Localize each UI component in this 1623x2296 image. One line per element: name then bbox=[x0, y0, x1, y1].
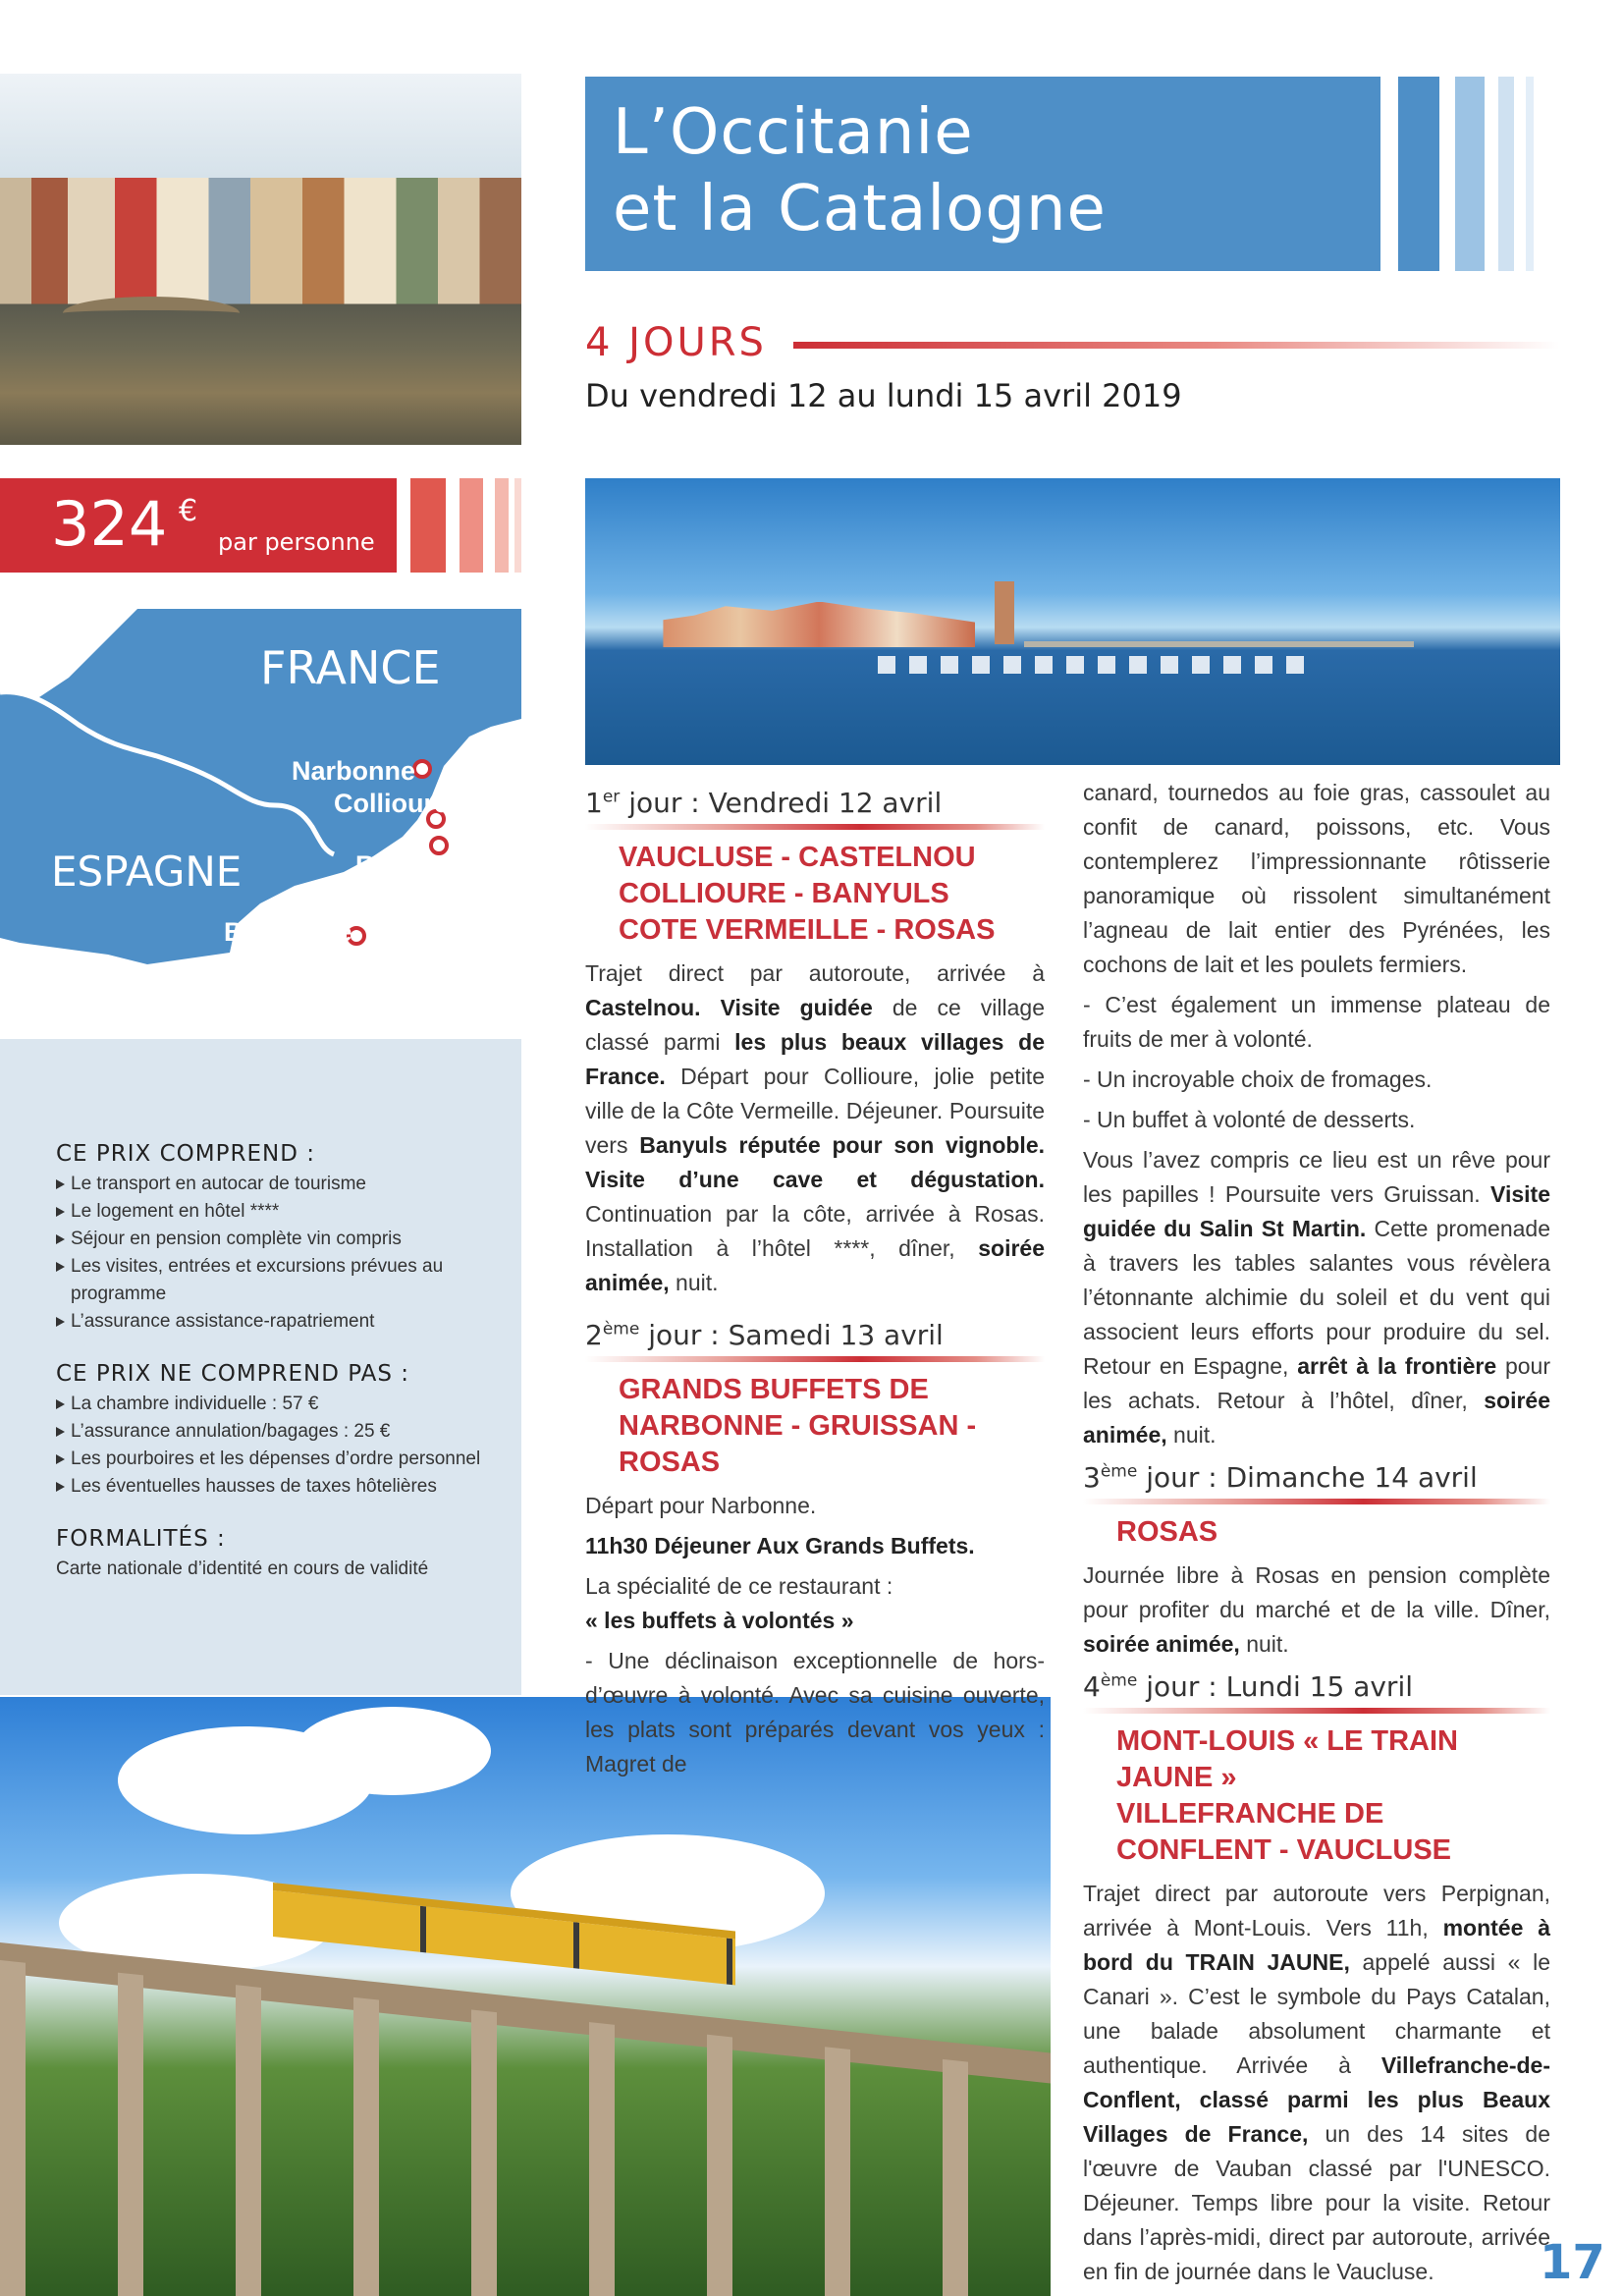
map-label-france: FRANCE bbox=[260, 641, 441, 694]
list-item: L’assurance assistance-rapatriement bbox=[56, 1308, 517, 1336]
list-item: Les visites, entrées et excursions prévues au programme bbox=[56, 1253, 517, 1308]
day-2-text-6: - Un incroyable choix de fromages. bbox=[1083, 1066, 1433, 1092]
price-amount: 324 bbox=[51, 488, 168, 560]
excludes-list bbox=[56, 1391, 517, 1501]
includes-heading: CE PRIX COMPREND : bbox=[56, 1141, 315, 1167]
price-stripe bbox=[460, 478, 483, 573]
day-1-title: VAUCLUSE - CASTELNOU COLLIOURE - BANYULS COTE VERMEILLE - ROSAS bbox=[619, 842, 996, 946]
duration: 4 JOURS bbox=[585, 320, 767, 365]
day-3-rule bbox=[1083, 1499, 1550, 1504]
day-1-rule bbox=[585, 824, 1045, 830]
day-2-text-4-cont: canard, tournedos au foie gras, cassoulet au confit de canard, poissons, etc. Vous contemplerez l’impressionnante rôtisserie panoramique où rissolent simultanément l’agneau de lait entier des Pyrénées, les cochons de lait et les poulets fermiers. bbox=[1083, 780, 1550, 977]
day-4-heading: 4ème jour : Lundi 15 avril bbox=[1083, 1670, 1414, 1703]
title-stripe bbox=[1498, 77, 1514, 271]
map-city-barcelone: Barcelone bbox=[224, 917, 352, 947]
list-item: Séjour en pension complète vin compris bbox=[56, 1226, 517, 1253]
day-2-text-2: 11h30 Déjeuner Aux Grands Buffets. bbox=[585, 1533, 975, 1558]
title-line-1: L’Occitanie bbox=[613, 96, 974, 169]
price-stripe bbox=[410, 478, 446, 573]
map-marker-narbonne bbox=[414, 761, 430, 777]
title-line-2: et la Catalogne bbox=[613, 173, 1107, 246]
list-item: Les pourboires et les dépenses d’ordre personnel bbox=[56, 1446, 517, 1473]
day-4-text: Trajet direct par autoroute vers Perpignan, arrivée à Mont-Louis. Vers 11h, montée à bord du TRAIN JAUNE, appelé aussi « le Canari ». C’est le symbole du Pays Catalan, une balade absolument charmante et authentique. Arrivée à Villefranche-de-Conflent, classé parmi les plus Beaux Villages de France, un des 14 sites de l'œuvre de Vauban classé par l'UNESCO. Déjeuner. Temps libre pour la visite. Retour dans l’après-midi, direct par autoroute, arrivée en fin de journée dans le Vaucluse. bbox=[1083, 1881, 1550, 2284]
price-per: par personne bbox=[218, 528, 375, 556]
day-4-rule bbox=[1083, 1708, 1550, 1714]
includes-list bbox=[56, 1171, 517, 1336]
day-2-text-5: - C’est également un immense plateau de fruits de mer à volonté. bbox=[1083, 992, 1550, 1052]
day-2-text-4: - Une déclinaison exceptionnelle de hors-d’œuvre à volonté. Avec sa cuisine ouverte, les plats sont préparés devant vos yeux : Magret de bbox=[585, 1648, 1045, 1777]
day-2-heading: 2ème jour : Samedi 13 avril bbox=[585, 1319, 944, 1351]
day-3-title: ROSAS bbox=[1116, 1516, 1218, 1548]
info-box bbox=[0, 1039, 521, 1695]
list-item: Le transport en autocar de tourisme bbox=[56, 1171, 517, 1198]
page-number: 17 bbox=[1540, 2235, 1605, 2290]
price-stripe bbox=[495, 478, 509, 573]
trip-dates: Du vendredi 12 au lundi 15 avril 2019 bbox=[585, 377, 1182, 414]
day-2-text-7: - Un buffet à volonté de desserts. bbox=[1083, 1107, 1416, 1132]
day-2-text-1: Départ pour Narbonne. bbox=[585, 1493, 817, 1518]
list-item: Le logement en hôtel **** bbox=[56, 1198, 517, 1226]
map-city-rosas: Rosas bbox=[355, 850, 436, 880]
price-stripe bbox=[514, 478, 521, 573]
map-label-espagne: ESPAGNE bbox=[51, 847, 243, 896]
title-stripe bbox=[1455, 77, 1485, 271]
title-stripe bbox=[1526, 77, 1534, 271]
day-1-heading: 1er jour : Vendredi 12 avril bbox=[585, 787, 943, 819]
photo-collioure-harbor bbox=[585, 478, 1560, 765]
day-3-heading: 3ème jour : Dimanche 14 avril bbox=[1083, 1461, 1478, 1494]
excludes-heading: CE PRIX NE COMPREND PAS : bbox=[56, 1361, 410, 1387]
map-city-narbonne: Narbonne bbox=[292, 756, 416, 786]
day-2-text-3: La spécialité de ce restaurant : « les buffets à volontés » bbox=[585, 1573, 893, 1633]
day-4-title: MONT-LOUIS « LE TRAIN JAUNE » VILLEFRANCHE DE CONFLENT - VAUCLUSE bbox=[1116, 1725, 1458, 1866]
day-2-rule bbox=[585, 1356, 1045, 1362]
list-item: Les éventuelles hausses de taxes hôtelières bbox=[56, 1473, 517, 1501]
list-item: L’assurance annulation/bagages : 25 € bbox=[56, 1418, 517, 1446]
formalities-heading: FORMALITÉS : bbox=[56, 1526, 226, 1552]
column-left bbox=[585, 776, 1045, 1787]
price-currency: € bbox=[179, 494, 198, 528]
column-right bbox=[1083, 776, 1550, 2295]
photo-narbonne-canal bbox=[0, 74, 521, 445]
list-item: La chambre individuelle : 57 € bbox=[56, 1391, 517, 1418]
map-city-collioure: Collioure bbox=[334, 789, 450, 818]
formalities-text: Carte nationale d’identité en cours de validité bbox=[56, 1558, 429, 1579]
day-3-text: Journée libre à Rosas en pension complète pour profiter du marché et de la ville. Dîner, soirée animée, nuit. bbox=[1083, 1562, 1550, 1657]
title-box bbox=[585, 77, 1380, 271]
day-2-text-8: Vous l’avez compris ce lieu est un rêve pour les papilles ! Poursuite vers Gruissan. Visite guidée du Salin St Martin. Cette promenade à travers les tables salantes vous révèlera l’étonnante alchimie du soleil et du vent qui associent leurs efforts pour produire du sel. Retour en Espagne, arrêt à la frontière pour les achats. Retour à l’hôtel, dîner, soirée animée, nuit. bbox=[1083, 1147, 1550, 1448]
title-stripe bbox=[1398, 77, 1439, 271]
day-1-text: Trajet direct par autoroute, arrivée à Castelnou. Visite guidée de ce village classé parmi les plus beaux villages de France. Départ pour Collioure, jolie petite ville de la Côte Vermeille. Déjeuner. Poursuite vers Banyuls réputée pour son vignoble. Visite d’une cave et dégustation. Continuation par la côte, arrivée à Rosas. Installation à l’hôtel ****, dîner, soirée animée, nuit. bbox=[585, 960, 1046, 1295]
duration-rule bbox=[793, 342, 1559, 349]
day-2-title: GRANDS BUFFETS DE NARBONNE - GRUISSAN - ROSAS bbox=[619, 1374, 977, 1478]
